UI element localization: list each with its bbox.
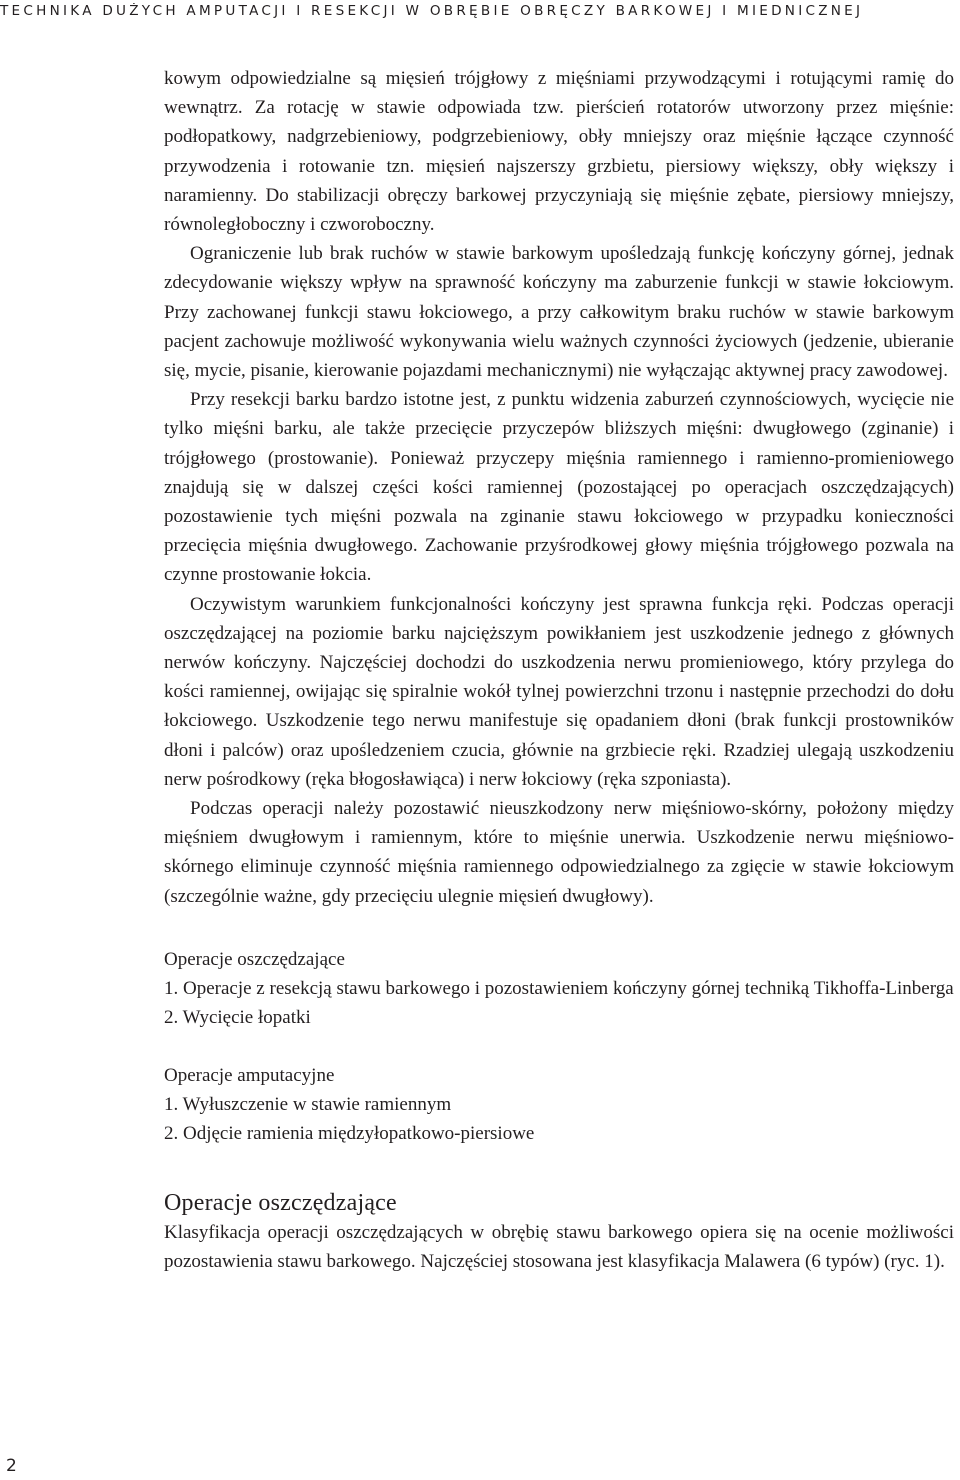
list-item: 2. Odjęcie ramienia międzyłopatkowo-piersiowe (164, 1122, 535, 1144)
paragraph-muscle-function: kowym odpowiedzialne są mięsień trójgłowy z mięśniami przywodzącymi i rotującymi ramię do wewnątrz. Za rotację w stawie odpowiada tzw. pierścień rotatorów utworzony przez mięśnie: podłopatkowy, nadgrzebieniowy, podgrzebieniowy, obły mniejszy oraz mięśnie łączące czynność przywodzenia i rotowanie tzn. mięsień najszerszy grzbietu, piersiowy większy, obły większy i naramienny. Do stabilizacji obręczy barkowej przyczyniają się mięśnie zębate, piersiowy mniejszy, równoległoboczny i czworoboczny. (164, 68, 954, 236)
list-item: 2. Wycięcie łopatki (164, 1007, 311, 1029)
paragraph-musculocutaneous-nerve: Podczas operacji należy pozostawić nieuszkodzony nerw mięśniowo-skórny, położony między mięśniem dwugłowym i ramiennym, które to mięśnie unerwia. Uszkodzenie nerwu mięśniowo-skórnego eliminuje czynność mięśnia ramiennego odpowiedzialnego za zgięcie w stawie łokciowym (szczególnie ważne, gdy przecięciu ulegnie mięsień dwugłowy). (164, 798, 954, 907)
spacer (164, 1033, 954, 1061)
amputation-operations-heading: Operacje amputacyjne (164, 1064, 335, 1086)
spacer (164, 1148, 954, 1188)
sparing-operations-list (164, 974, 954, 1032)
paragraph-classification: Klasyfikacja operacji oszczędzających w obrębię stawu barkowego opiera się na ocenie możliwości pozostawienia stawu barkowego. Najczęściej stosowana jest klasyfikacja Malawera (6 typów) (ryc. 1). (164, 1222, 954, 1273)
paragraph-shoulder-motion-limits: Ograniczenie lub brak ruchów w stawie barkowym upośledzają funkcję kończyny górnej, jednak zdecydowanie większy wpływ na sprawność kończyny ma zaburzenie funkcji w stawie łokciowym. Przy zachowanej funkcji stawu łokciowego, a przy całkowitym braku ruchów w stawie barkowym pacjent zachowuje możliwość wykonywania wielu ważnych czynności życiowych (jedzenie, ubieranie się, mycie, pisanie, kierowanie pojazdami mechanicznymi) nie wyłączając aktywnej pracy zawodowej. (164, 243, 954, 382)
sparing-operations-heading: Operacje oszczędzające (164, 948, 345, 970)
paragraph-hand-function: Oczywistym warunkiem funkcjonalności kończyny jest sprawna funkcja ręki. Podczas operacji oszczędzającej na poziomie barku najcięższym powikłaniem jest uszkodzenie jednego z głównych nerwów kończyny. Najczęściej dochodzi do uszkodzenia nerwu promieniowego, który przylega do kości ramiennej, owijając się spiralnie wokół tylnej powierzchni trzonu i następnie przechodzi do dołu łokciowego. Uszkodzenie tego nerwu manifestuje się opadaniem dłoni (brak funkcji prostowników dłoni i palców) oraz upośledzeniem czucia, głównie na grzbiecie ręki. Rzadziej ulegają uszkodzeniu nerw pośrodkowy (ręka błogosławiąca) i nerw łokciowy (ręka szponiasta). (164, 593, 954, 790)
page-number: 2 (6, 1456, 17, 1476)
spacer (164, 911, 954, 945)
running-header: TECHNIKA DUŻYCH AMPUTACJI I RESEKCJI W OBRĘBIE OBRĘCZY BARKOWEJ I MIEDNICZNEJ (0, 3, 864, 19)
paragraph-shoulder-resection: Przy resekcji barku bardzo istotne jest, z punktu widzenia zaburzeń czynnościowych, wycięcie nie tylko mięśni barku, ale także przecięcie przyczepów bliższych mięśni: dwugłowego (zginanie) i trójgłowego (prostowanie). Ponieważ przyczepy mięśnia ramiennego i ramienno-promieniowego znajdują się w dalszej części kości ramiennej (pozostającej po operacjach oszczędzających) pozostawienie tych mięśni pozwala na zginanie stawu łokciowego w przypadku konieczności przecięcia mięśnia dwugłowego. Zachowanie przyśrodkowej głowy mięśnia trójgłowego pozwala na czynne prostowanie łokcia. (164, 389, 954, 586)
list-item: 1. Operacje z resekcją stawu barkowego i pozostawieniem kończyny górnej techniką Tikhoffa-Linberga (164, 978, 954, 1000)
section-title: Operacje oszczędzające (164, 1190, 397, 1217)
amputation-operations-list (164, 1090, 954, 1148)
list-item: 1. Wyłuszczenie w stawie ramiennym (164, 1093, 452, 1115)
page-body (164, 64, 954, 1277)
